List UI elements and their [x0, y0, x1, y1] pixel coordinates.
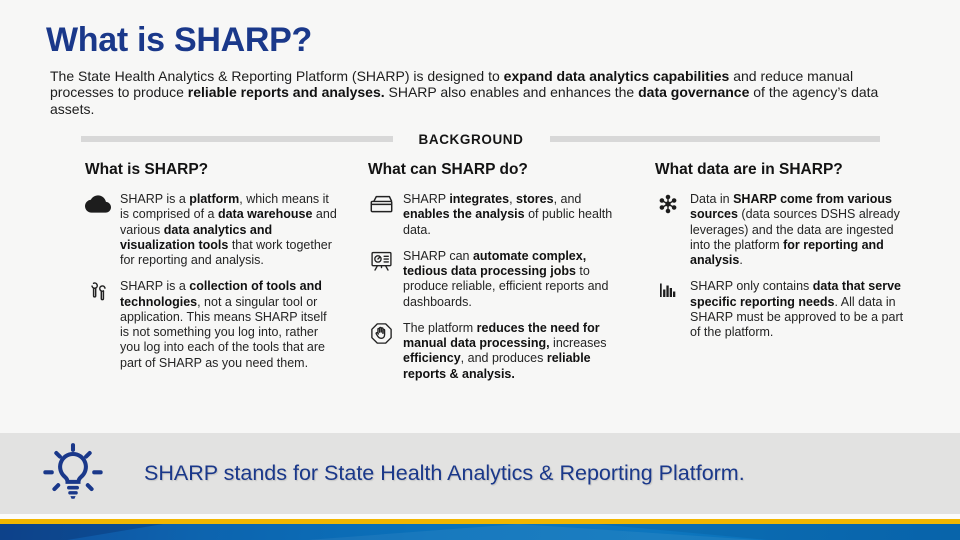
- network-hub-icon: [655, 193, 681, 215]
- section-divider-label: BACKGROUND: [418, 131, 524, 147]
- list-item: [85, 192, 338, 268]
- list-item-text: Data in SHARP come from various sources (data sources DSHS already leverages) and the data are ingested into the platform for reporting and analysis.: [690, 192, 900, 267]
- bar-chart-icon: [655, 280, 681, 300]
- list-item: [368, 321, 626, 382]
- column-header: What is SHARP?: [85, 161, 209, 178]
- list-item: [368, 192, 626, 238]
- stop-hand-icon: [368, 322, 394, 345]
- column-what-is-sharp: [85, 161, 338, 382]
- column-header: What data are in SHARP?: [655, 161, 843, 178]
- list-item-text: SHARP integrates, stores, and enables the analysis of public health data.: [403, 192, 613, 237]
- list-item-text: SHARP is a platform, which means it is comprised of a data warehouse and various data analytics and visualization tools that work together for reporting and analysis.: [120, 192, 337, 267]
- divider-line-right: [550, 136, 880, 142]
- key-takeaway-banner: [0, 433, 960, 514]
- column-what-can-sharp-do: [368, 161, 626, 393]
- column-what-data-in-sharp: [655, 161, 908, 351]
- list-item-text: The platform reduces the need for manual data processing, increases efficiency, and produces reliable reports & analysis.: [403, 320, 607, 381]
- lightbulb-icon: [42, 443, 104, 505]
- column-header: What can SHARP do?: [368, 161, 528, 178]
- section-divider: [0, 130, 960, 148]
- list-item: [368, 249, 626, 310]
- page-title: What is SHARP?: [46, 21, 312, 59]
- list-item: [655, 192, 908, 268]
- divider-line-left: [81, 136, 393, 142]
- blue-footer-band: [0, 524, 960, 540]
- presentation-board-icon: [368, 250, 394, 273]
- list-item: [85, 279, 338, 371]
- key-takeaway-text: SHARP stands for State Health Analytics & Reporting Platform.: [144, 461, 745, 485]
- tools-icon: [85, 280, 111, 303]
- cloud-icon: [85, 193, 111, 215]
- list-item-text: SHARP only contains data that serve specific reporting needs. All data in SHARP must be approved to be a part of the platform.: [690, 279, 904, 339]
- intro-paragraph: The State Health Analytics & Reporting Platform (SHARP) is designed to expand data analytics capabilities and reduce manual processes to produce reliable reports and analyses. SHARP also enables and enhances the data governance of the agency’s data assets.: [50, 68, 879, 117]
- list-item-text: SHARP can automate complex, tedious data processing jobs to produce reliable, efficient reports and dashboards.: [403, 248, 609, 309]
- list-item-text: SHARP is a collection of tools and technologies, not a singular tool or application. This means SHARP itself is not something you log into, rather you log into each of the tools that are part of SHARP as you need them.: [120, 279, 327, 370]
- list-item: [655, 279, 908, 340]
- file-drawer-icon: [368, 193, 394, 214]
